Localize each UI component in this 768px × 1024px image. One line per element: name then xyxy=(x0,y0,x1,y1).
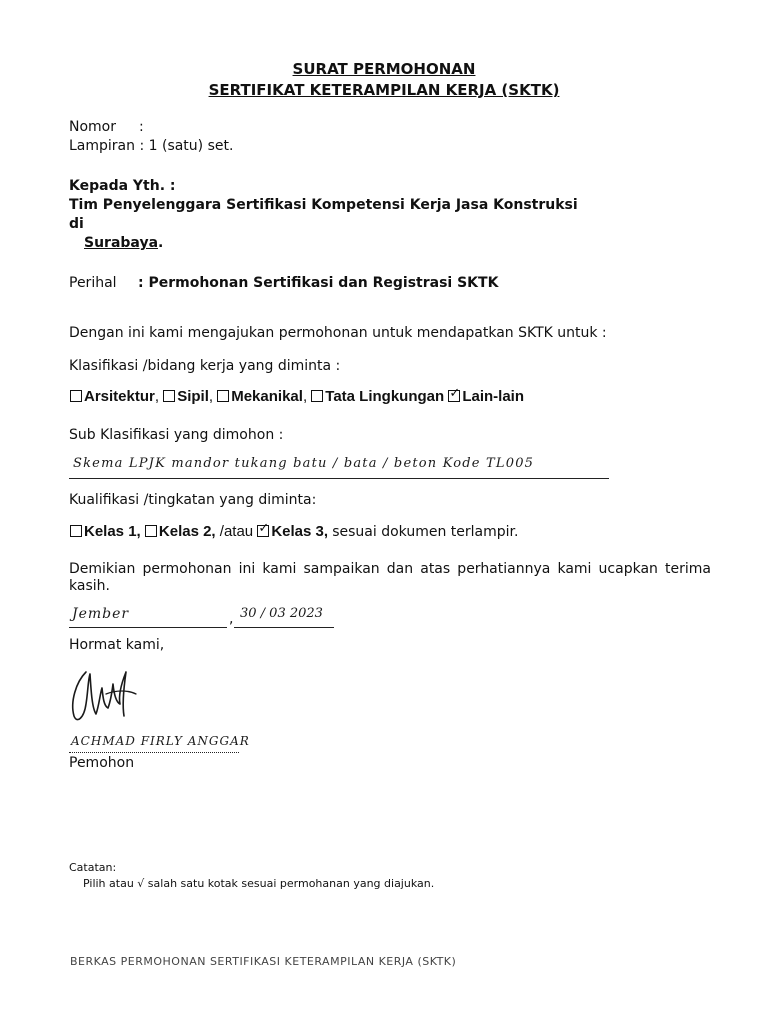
hormat-kami: Hormat kami, xyxy=(69,637,165,653)
option-kelas-2[interactable] xyxy=(145,523,216,540)
option-tata-lingkungan-label: Tata Lingkungan xyxy=(325,388,445,405)
recipient-city xyxy=(84,235,163,251)
date-handwritten: 30 / 03 2023 xyxy=(240,606,323,621)
intro-text: Dengan ini kami mengajukan permohonan untuk mendapatkan SKTK untuk : xyxy=(69,325,607,341)
option-mekanikal[interactable] xyxy=(217,388,307,405)
closing-text: Demikian permohonan ini kami sampaikan dan atas perhatiannya kami ucapkan terima kasih. xyxy=(69,561,711,594)
kelas-1-label: Kelas 1, xyxy=(84,523,141,540)
option-lain-lain-label: Lain-lain xyxy=(462,388,525,405)
document-title-line2: SERTIFIKAT KETERAMPILAN KERJA (SKTK) xyxy=(208,81,560,99)
perihal-value: : Permohonan Sertifikasi dan Registrasi SKTK xyxy=(138,275,499,291)
option-kelas-1[interactable] xyxy=(70,523,141,540)
lampiran-line: Lampiran : 1 (satu) set. xyxy=(69,138,234,154)
kualifikasi-options xyxy=(70,523,518,540)
option-arsitektur-label: Arsitektur xyxy=(84,388,155,405)
checkbox-tata-lingkungan[interactable] xyxy=(311,390,323,402)
option-tata-lingkungan[interactable] xyxy=(311,388,444,405)
perihal-label: Perihal xyxy=(69,275,117,291)
checkbox-kelas-2[interactable] xyxy=(145,525,157,537)
recipient-di: di xyxy=(69,216,84,232)
nomor-separator: : xyxy=(139,119,144,135)
note-heading: Catatan: xyxy=(69,861,117,874)
recipient-city-dot: . xyxy=(158,235,164,251)
checkbox-kelas-1[interactable] xyxy=(70,525,82,537)
kualifikasi-label: Kualifikasi /tingkatan yang diminta: xyxy=(69,492,317,508)
klasifikasi-options xyxy=(70,388,524,405)
checkbox-mekanikal[interactable] xyxy=(217,390,229,402)
place-date-comma: , xyxy=(229,611,234,627)
checkbox-lain-lain-checked[interactable] xyxy=(448,390,460,402)
date-field xyxy=(234,607,334,628)
page-footer: BERKAS PERMOHONAN SERTIFIKASI KETERAMPILAN KERJA (SKTK) xyxy=(70,955,457,968)
atau-text: /atau xyxy=(219,523,254,540)
recipient-org: Tim Penyelenggara Sertifikasi Kompetensi Kerja Jasa Konstruksi xyxy=(69,197,578,213)
option-lain-lain[interactable] xyxy=(448,388,524,405)
checkbox-kelas-3-checked[interactable] xyxy=(257,525,269,537)
klasifikasi-label: Klasifikasi /bidang kerja yang diminta : xyxy=(69,358,341,374)
recipient-greeting: Kepada Yth. : xyxy=(69,178,176,194)
option-kelas-3[interactable] xyxy=(257,523,328,540)
option-sipil-label: Sipil xyxy=(177,388,209,405)
signer-name-field xyxy=(69,734,250,753)
checkbox-arsitektur[interactable] xyxy=(70,390,82,402)
place-field xyxy=(69,607,227,628)
kelas-3-label: Kelas 3, xyxy=(271,523,329,540)
nomor-label: Nomor xyxy=(69,119,116,135)
sub-klasifikasi-field xyxy=(69,456,609,479)
option-arsitektur[interactable] xyxy=(70,388,159,405)
kelas-2-label: Kelas 2, xyxy=(158,523,216,540)
option-mekanikal-label: Mekanikal xyxy=(231,388,303,405)
place-handwritten: Jember xyxy=(72,606,130,622)
sub-klasifikasi-handwritten: Skema LPJK mandor tukang batu / bata / beton Kode TL005 xyxy=(73,456,535,471)
pemohon-label: Pemohon xyxy=(69,755,135,771)
kualifikasi-suffix: sesuai dokumen terlampir. xyxy=(332,524,519,540)
signer-name-handwritten: ACHMAD FIRLY ANGGAR xyxy=(71,734,250,748)
sub-klasifikasi-label: Sub Klasifikasi yang dimohon : xyxy=(69,427,284,443)
option-sep: , xyxy=(208,388,214,405)
recipient-city-name: Surabaya xyxy=(84,235,159,251)
option-sep: , xyxy=(154,388,160,405)
signature-image xyxy=(66,664,146,728)
option-sipil[interactable] xyxy=(163,388,213,405)
document-title-line1: SURAT PERMOHONAN xyxy=(292,60,476,78)
option-sep: , xyxy=(302,388,308,405)
checkbox-sipil[interactable] xyxy=(163,390,175,402)
note-text: Pilih atau √ salah satu kotak sesuai permohanan yang diajukan. xyxy=(83,877,435,890)
